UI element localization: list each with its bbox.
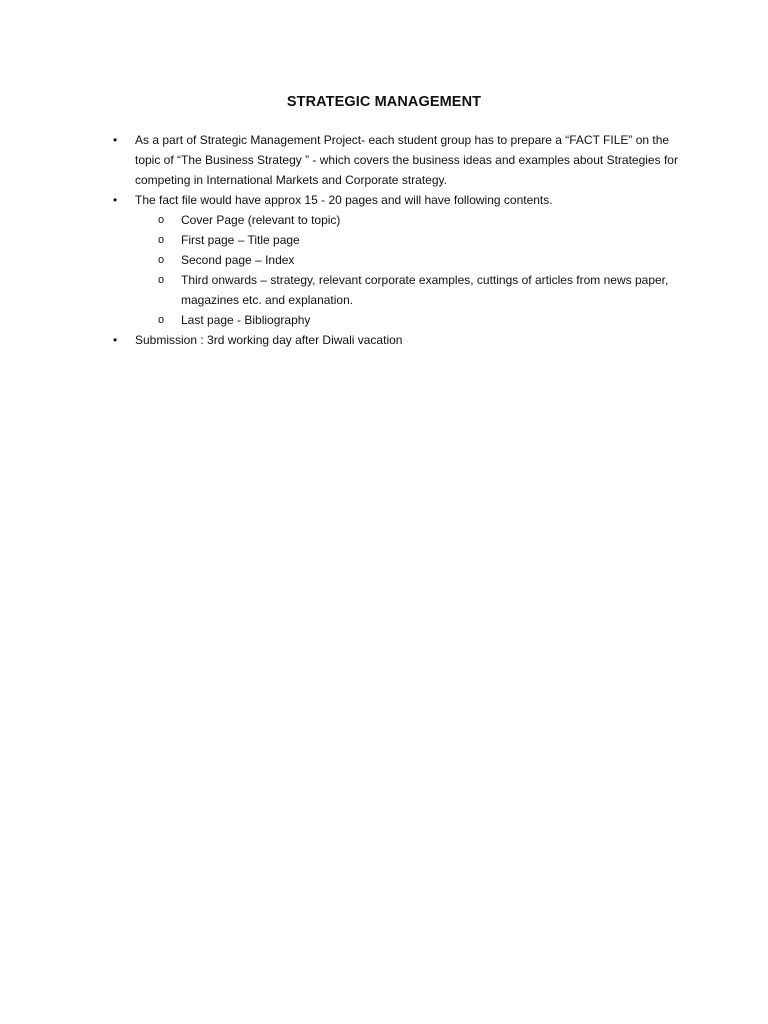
bullet-item-submission [0, 330, 768, 350]
sub-bullet-icon: o [158, 314, 165, 326]
bullet-item-fact-file [0, 190, 768, 210]
sub-item-text: First page – Title page [181, 233, 300, 247]
sub-bullet-icon: o [158, 234, 165, 246]
sub-item-text: Second page – Index [181, 253, 295, 267]
sub-item-text: Cover Page (relevant to topic) [181, 213, 341, 227]
sub-item-second-page [0, 250, 768, 270]
sub-item-last-page [0, 310, 768, 330]
sub-bullet-icon: o [158, 274, 165, 286]
bullet-icon: • [113, 333, 118, 347]
bullet-text: The fact file would have approx 15 - 20 pages and will have following contents. [135, 193, 553, 207]
sub-item-first-page [0, 230, 768, 250]
sub-item-text: Third onwards – strategy, relevant corporate examples, cuttings of articles from news paper, magazines etc. and explanation. [181, 273, 669, 307]
sub-bullet-icon: o [158, 214, 165, 226]
sub-bullet-icon: o [158, 254, 165, 266]
bullet-icon: • [113, 193, 118, 207]
sub-item-text: Last page - Bibliography [181, 313, 311, 327]
sub-item-cover-page [0, 210, 768, 230]
contents-list [0, 210, 768, 330]
bullet-text: As a part of Strategic Management Project- each student group has to prepare a “FACT FILE” on the topic of “The Business Strategy ” - which covers the business ideas and examples about Strategies for competing in International Markets and Corporate strategy. [135, 133, 678, 187]
bullet-item-project [0, 130, 768, 190]
document-title: STRATEGIC MANAGEMENT [286, 94, 482, 110]
document-body [0, 130, 768, 350]
bullet-text: Submission : 3rd working day after Diwali vacation [135, 333, 403, 347]
bullet-icon: • [113, 133, 118, 147]
sub-item-third-onwards [0, 270, 768, 310]
